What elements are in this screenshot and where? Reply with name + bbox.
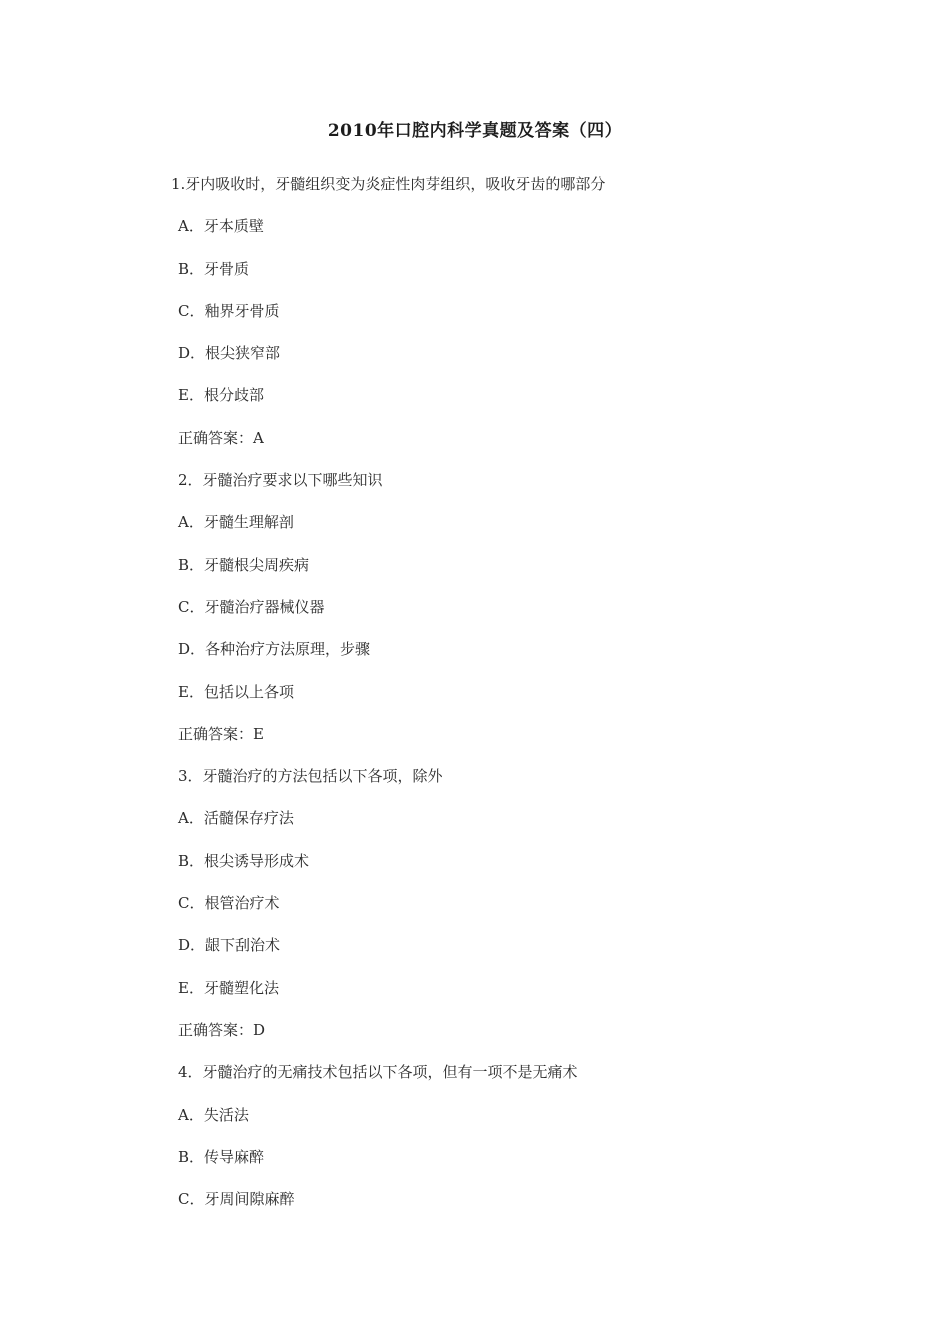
document-title: 2010年口腔内科学真题及答案（四）	[327, 121, 623, 141]
question-3-option-d: D．龈下刮治术	[178, 936, 281, 955]
question-1-option-c: C．釉界牙骨质	[178, 301, 280, 320]
question-1-option-e: E．根分歧部	[178, 386, 264, 405]
question-2-option-d: D．各种治疗方法原理，步骤	[178, 640, 371, 659]
question-4-option-a: A．失活法	[178, 1105, 249, 1124]
question-2-answer: 正确答案：E	[178, 724, 264, 743]
question-4-stem: 4．牙髓治疗的无痛技术包括以下各项，但有一项不是无痛术	[178, 1063, 578, 1082]
question-1-option-b: B．牙骨质	[178, 259, 250, 278]
question-2-option-c: C．牙髓治疗器械仪器	[178, 597, 325, 616]
question-3-answer: 正确答案：D	[178, 1020, 266, 1039]
question-1-option-a: A．牙本质壁	[178, 217, 264, 236]
question-3-option-a: A．活髓保存疗法	[178, 809, 294, 828]
question-2-option-a: A．牙髓生理解剖	[178, 513, 294, 532]
question-2-option-e: E．包括以上各项	[178, 682, 294, 701]
question-1-answer: 正确答案：A	[178, 428, 264, 447]
question-4-option-c: C．牙周间隙麻醉	[178, 1190, 295, 1209]
question-2-option-b: B．牙髓根尖周疾病	[178, 555, 310, 574]
question-3-option-b: B．根尖诱导形成术	[178, 851, 310, 870]
question-list	[0, 172, 950, 1229]
question-3-option-c: C．根管治疗术	[178, 894, 280, 913]
question-1-option-d: D．根尖狭窄部	[178, 344, 281, 363]
question-4-option-b: B．传导麻醉	[178, 1147, 265, 1166]
question-2-stem: 2．牙髓治疗要求以下哪些知识	[178, 471, 383, 490]
question-1-stem: 1.牙内吸收时，牙髓组织变为炎症性肉芽组织，吸收牙齿的哪部分	[171, 175, 606, 193]
question-3-option-e: E．牙髓塑化法	[178, 978, 279, 997]
question-3-stem: 3．牙髓治疗的方法包括以下各项，除外	[178, 767, 443, 786]
